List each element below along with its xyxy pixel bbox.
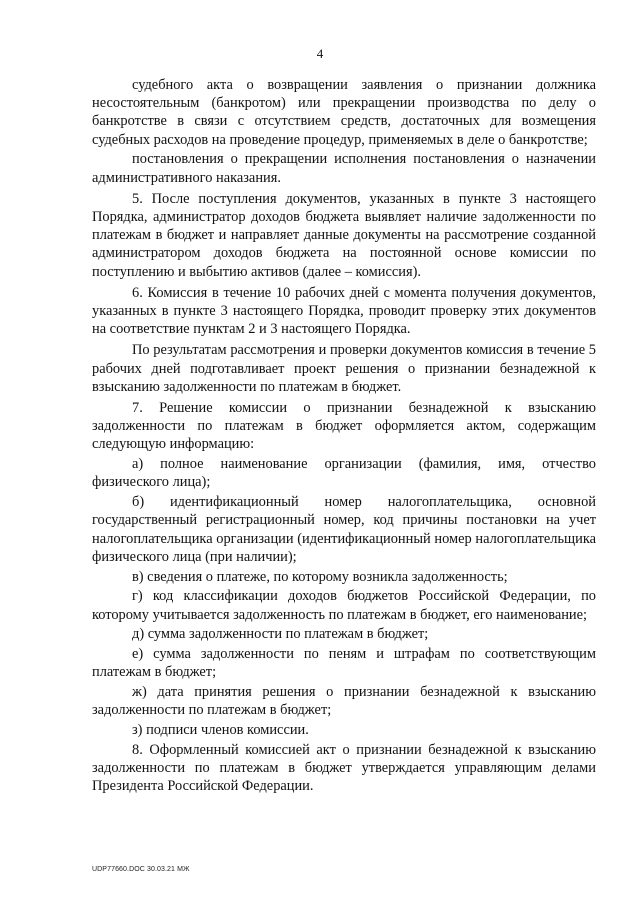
- paragraph: 6. Комиссия в течение 10 рабочих дней с момента получения документов, указанных в пункте 3 настоящего Порядка, проводит проверку этих документов на соответствие пунктам 2 и 3 настоящего Порядка.: [92, 284, 596, 338]
- paragraph: судебного акта о возвращении заявления о признании должника несостоятельным (банкротом) или прекращении производства по делу о банкротстве в связи с отсутствием средств, достаточных для возмещения судебных расходов на проведение процедур, применяемых в деле о банкротстве;: [92, 77, 596, 148]
- document-body: [92, 76, 596, 797]
- paragraph: постановления о прекращении исполнения постановления о назначении административного наказания.: [92, 151, 596, 186]
- list-item: е) сумма задолженности по пеням и штрафам по соответствующим платежам в бюджет;: [92, 646, 596, 681]
- paragraph: 7. Решение комиссии о признании безнадежной к взысканию задолженности по платежам в бюджет оформляется актом, содержащим следующую информацию:: [92, 400, 596, 453]
- paragraph: По результатам рассмотрения и проверки документов комиссия в течение 5 рабочих дней подготавливает проект решения о признании безнадежной к взысканию задолженности по платежам в бюджет.: [92, 342, 596, 395]
- list-item: д) сумма задолженности по платежам в бюджет;: [132, 626, 429, 643]
- list-item: ж) дата принятия решения о признании безнадежной к взысканию задолженности по платежам в бюджет;: [92, 684, 596, 719]
- paragraph: 8. Оформленный комиссией акт о признании безнадежной к взысканию задолженности по платежам в бюджет утверждается управляющим делами Президента Российской Федерации.: [92, 742, 596, 795]
- file-footer: UDP77660.DOC 30.03.21 MЖ: [92, 866, 190, 873]
- list-item: а) полное наименование организации (фамилия, имя, отчество физического лица);: [92, 456, 596, 491]
- list-item: в) сведения о платеже, по которому возникла задолженность;: [132, 568, 508, 585]
- list-item: б) идентификационный номер налогоплательщика, основной государственный регистрационный номер, код причины постановки на учет налогоплательщика организации (идентификационный номер налогоплательщика физического лица (при наличии);: [92, 494, 596, 565]
- list-item: з) подписи членов комиссии.: [132, 722, 309, 739]
- page-number: 4: [316, 46, 324, 61]
- list-item: г) код классификации доходов бюджетов Российской Федерации, по которому учитывается задолженность по платежам в бюджет, его наименование;: [92, 588, 596, 623]
- paragraph: 5. После поступления документов, указанных в пункте 3 настоящего Порядка, администратор доходов бюджета выявляет наличие задолженности по платежам в бюджет и направляет данные документы на рассмотрение созданной администратором доходов бюджета на постоянной основе комиссии по поступлению и выбытию активов (далее – комиссия).: [92, 190, 596, 280]
